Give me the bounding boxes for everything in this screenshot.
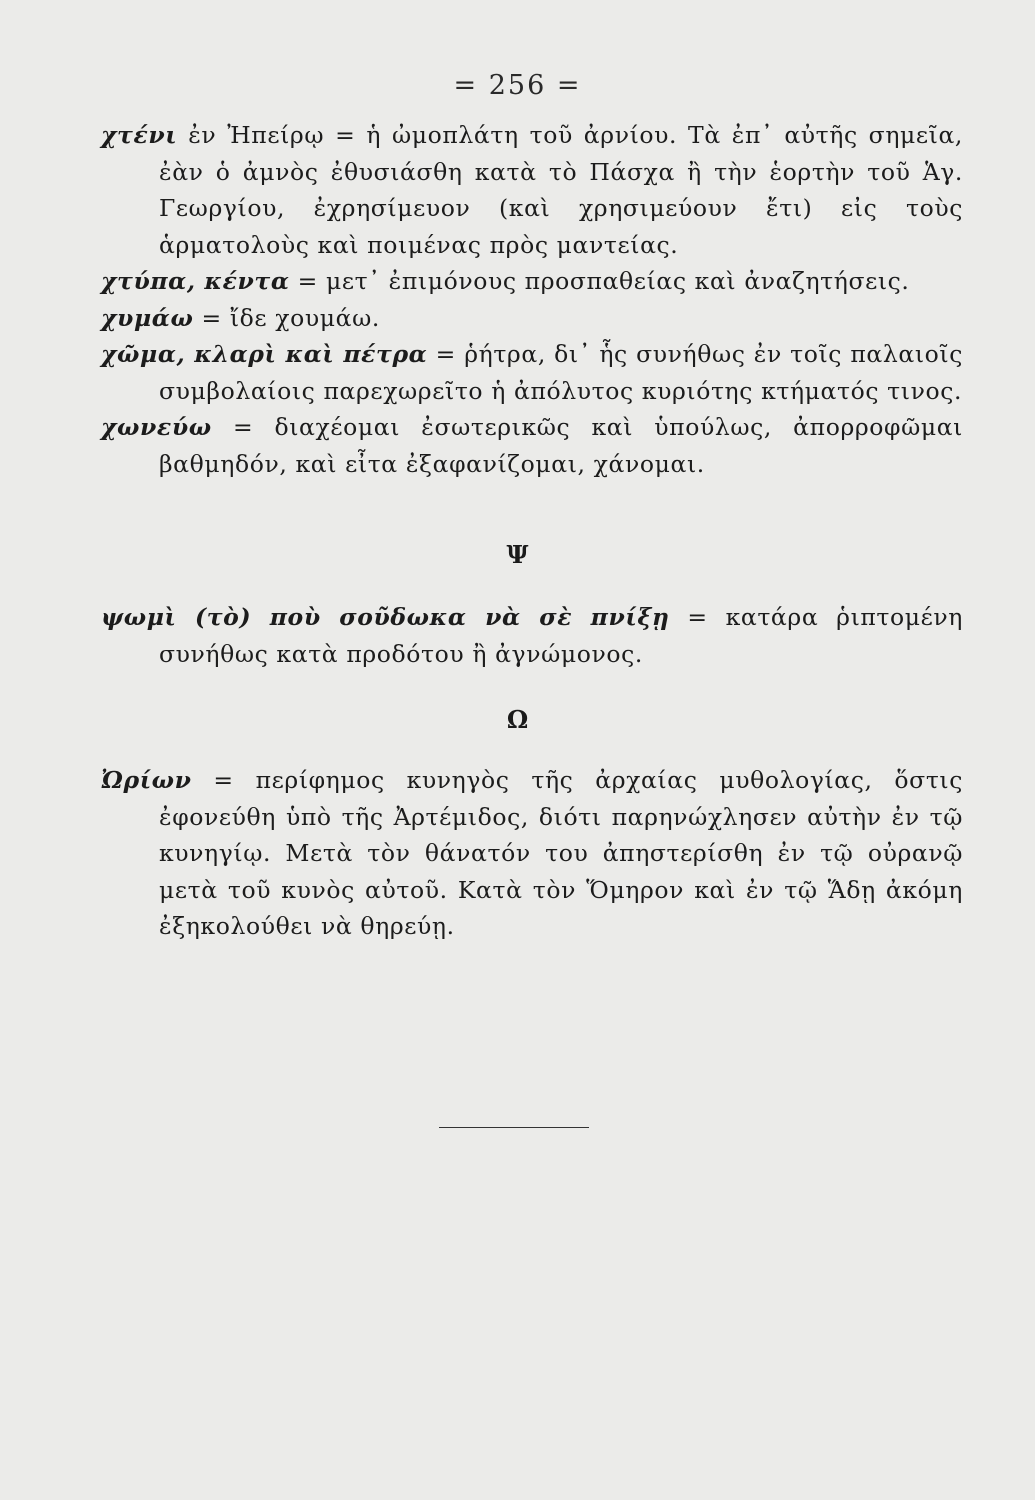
dictionary-entry	[101, 762, 963, 945]
section-heading-omega: Ω	[506, 705, 529, 734]
entry-definition: διαχέομαι ἐσωτερικῶς καὶ ὑπούλως, ἀπορροφῶμαι βαθμηδόν, καὶ εἶτα ἐξαφανίζομαι, χάνομαι.	[159, 413, 963, 478]
entry-definition: περίφημος κυνηγὸς τῆς ἀρχαίας μυθολογίας, ὅστις ἐφονεύθη ὑπὸ τῆς Ἀρτέμιδος, διότι παρηνώχλησεν αὐτὴν ἐν τῷ κυνηγίῳ. Μετὰ τὸν θάνατόν του ἀπηστερίσθη ἐν τῷ οὐρανῷ μετὰ τοῦ κυνὸς αὐτοῦ. Κατὰ τὸν Ὅμηρον καὶ ἐν τῷ Ἅδῃ ἀκόμη ἐξηκολούθει νὰ θηρεύῃ.	[159, 766, 963, 940]
section-omega	[101, 762, 963, 945]
entry-definition: ῥήτρα, δι᾽ ἧς συνήθως ἐν τοῖς παλαιοῖς συμβολαίοις παρεχωρεῖτο ἡ ἀπόλυτος κυριότης κτήματός τινος.	[159, 340, 963, 405]
dictionary-entry	[101, 117, 963, 263]
section-psi	[101, 599, 963, 672]
entry-definition: κατάρα ῥιπτομένη συνήθως κατὰ προδότου ἢ ἀγνώμονος.	[159, 603, 963, 668]
entry-definition: ἴδε χουμάω.	[229, 303, 380, 332]
entry-qualifier: ἐν Ἠπείρῳ	[177, 121, 325, 149]
section-heading-psi: Ψ	[506, 540, 529, 569]
entry-definition: ἡ ὠμοπλάτη τοῦ ἀρνίου. Τὰ ἐπ᾽ αὐτῆς σημεῖα, ἐὰν ὁ ἀμνὸς ἐθυσιάσθη κατὰ τὸ Πάσχα ἢ τὴν ἑορτὴν τοῦ Ἁγ. Γεωργίου, ἐχρησίμευον (καὶ χρησιμεύουν ἔτι) εἰς τοὺς ἁρματολοὺς καὶ ποιμένας πρὸς μαντείας.	[159, 121, 963, 259]
dictionary-entry	[101, 336, 963, 409]
entry-term: χωνεύω	[101, 413, 212, 441]
entry-term: χτένι	[101, 121, 178, 149]
entry-definition: μετ᾽ ἐπιμόνους προσπαθείας καὶ ἀναζητήσεις.	[325, 267, 910, 295]
entry-term: χτύπα, κέντα	[101, 267, 290, 295]
dictionary-entry	[101, 300, 963, 337]
entry-term: χυμάω	[101, 303, 194, 332]
equals-sign: =	[669, 603, 726, 631]
section-chi	[101, 117, 963, 482]
equals-sign: =	[191, 766, 256, 794]
entry-term: χῶμα, κλαρὶ καὶ πέτρα	[101, 340, 428, 368]
dictionary-entry	[101, 263, 963, 300]
equals-sign: =	[193, 303, 230, 332]
equals-sign: =	[427, 340, 465, 368]
equals-sign: =	[289, 267, 326, 295]
dictionary-entry	[101, 409, 963, 482]
equals-sign: =	[211, 413, 275, 441]
end-rule	[439, 1127, 589, 1128]
equals-sign: =	[324, 121, 367, 149]
entry-term: Ὠρίων	[101, 766, 192, 794]
page-number: = 256 =	[453, 70, 582, 101]
entry-term: ψωμὶ (τὸ) ποὺ σοῦδωκα νὰ σὲ πνίξῃ	[101, 603, 670, 631]
dictionary-entry	[101, 599, 963, 672]
